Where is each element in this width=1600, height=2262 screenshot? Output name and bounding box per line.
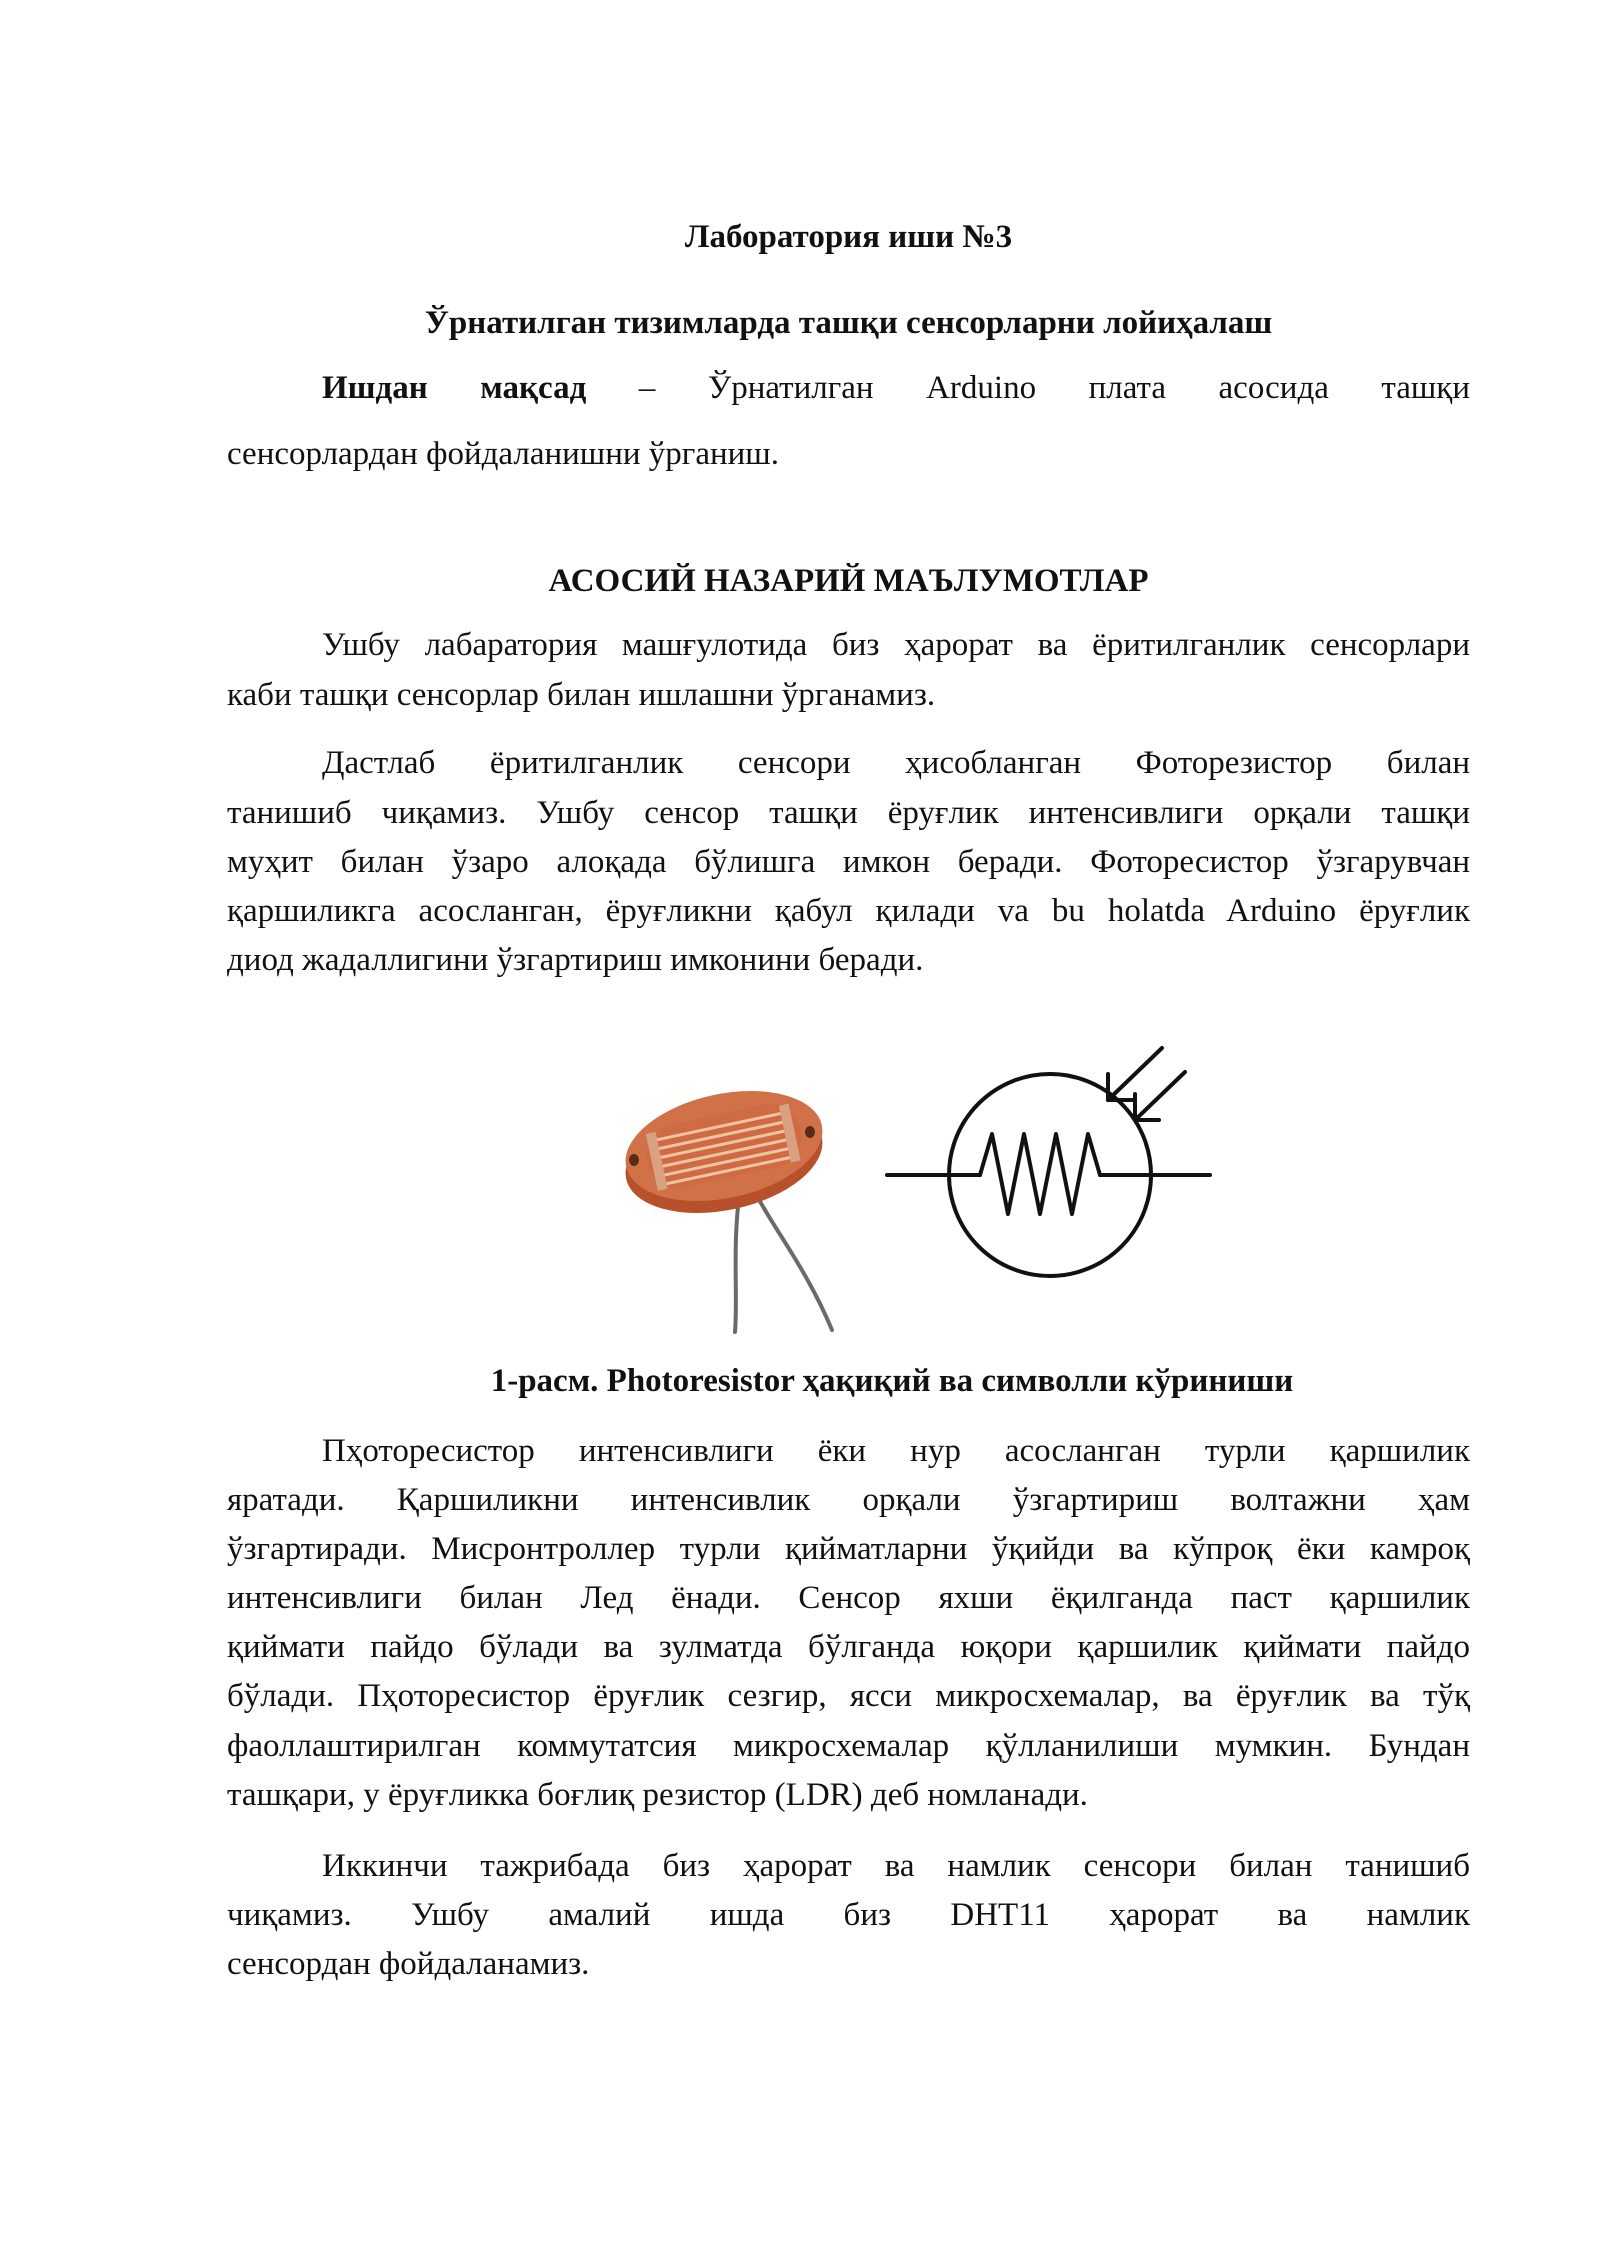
paragraph4-line: сенсордан фойдаланамиз. bbox=[227, 1946, 590, 1982]
figure-caption: 1-расм. Photoresistor ҳақиқий ва символли кўриниши bbox=[490, 1363, 1294, 1399]
topic-title: Ўрнатилган тизимларда ташқи сенсорларни лойиҳалаш bbox=[424, 305, 1273, 341]
paragraph4-line: чиқамиз. Ушбу амалий ишда биз DHT11 ҳарорат ва намлик bbox=[227, 1897, 1470, 1933]
paragraph2-line: муҳит билан ўзаро алоқада бўлишга имкон беради. Фоторесистор ўзгарувчан bbox=[227, 844, 1470, 880]
goal-line-2: сенсорлардан фойдаланишни ўрганиш. bbox=[227, 436, 779, 472]
photoresistor-figure bbox=[600, 1010, 1230, 1340]
paragraph3-line: ўзгартиради. Мисронтроллер турли қийматларни ўқийди ва кўпроқ ёки камроқ bbox=[227, 1531, 1470, 1567]
paragraph2-line: диод жадаллигини ўзгартириш имконини беради. bbox=[227, 942, 924, 978]
goal-label: Ишдан мақсад bbox=[322, 370, 587, 406]
section-heading: АСОСИЙ НАЗАРИЙ МАЪЛУМОТЛАР bbox=[548, 563, 1149, 599]
paragraph3-line: қиймати пайдо бўлади ва зулматда бўлганда юқори қаршилик қиймати пайдо bbox=[227, 1629, 1470, 1665]
photoresistor-image bbox=[600, 1010, 1230, 1340]
paragraph3-line: ташқари, у ёруғликка боғлиқ резистор (LDR) деб номланади. bbox=[227, 1777, 1088, 1813]
paragraph1-line: каби ташқи сенсорлар билан ишлашни ўрганамиз. bbox=[227, 677, 936, 713]
paragraph2-line: танишиб чиқамиз. Ушбу сенсор ташқи ёруғлик интенсивлиги орқали ташқи bbox=[227, 795, 1470, 831]
goal-text-1: – Ўрнатилган Arduino плата асосида ташқи bbox=[638, 370, 1470, 406]
paragraph4-line: Иккинчи тажрибада биз ҳарорат ва намлик сенсори билан танишиб bbox=[322, 1848, 1470, 1884]
photoresistor-photo bbox=[615, 1074, 832, 1332]
lab-title: Лаборатория иши №3 bbox=[684, 219, 1013, 255]
paragraph3-line: бўлади. Пҳоторесистор ёруғлик сезгир, ясси микросхемалар, ва ёруғлик ва тўқ bbox=[227, 1678, 1470, 1714]
paragraph3-line: яратади. Қаршиликни интенсивлик орқали ўзгартириш волтажни ҳам bbox=[227, 1482, 1470, 1518]
paragraph3-line: фаоллаштирилган коммутатсия микросхемалар қўлланилиши мумкин. Бундан bbox=[227, 1728, 1470, 1764]
paragraph2-line: Дастлаб ёритилганлик сенсори ҳисобланган Фоторезистор билан bbox=[322, 745, 1470, 781]
paragraph3-line: интенсивлиги билан Лед ёнади. Сенсор яхши ёқилганда паст қаршилик bbox=[227, 1580, 1470, 1616]
paragraph2-line: қаршиликга асосланган, ёруғликни қабул қилади va bu holatda Arduino ёруғлик bbox=[227, 893, 1470, 929]
goal-line-1 bbox=[322, 368, 1470, 408]
photoresistor-symbol bbox=[887, 1048, 1210, 1276]
paragraph3-line: Пҳоторесистор интенсивлиги ёки нур асосланган турли қаршилик bbox=[322, 1433, 1470, 1469]
paragraph1-line: Ушбу лабаратория машғулотида биз ҳарорат ва ёритилганлик сенсорлари bbox=[322, 627, 1470, 663]
